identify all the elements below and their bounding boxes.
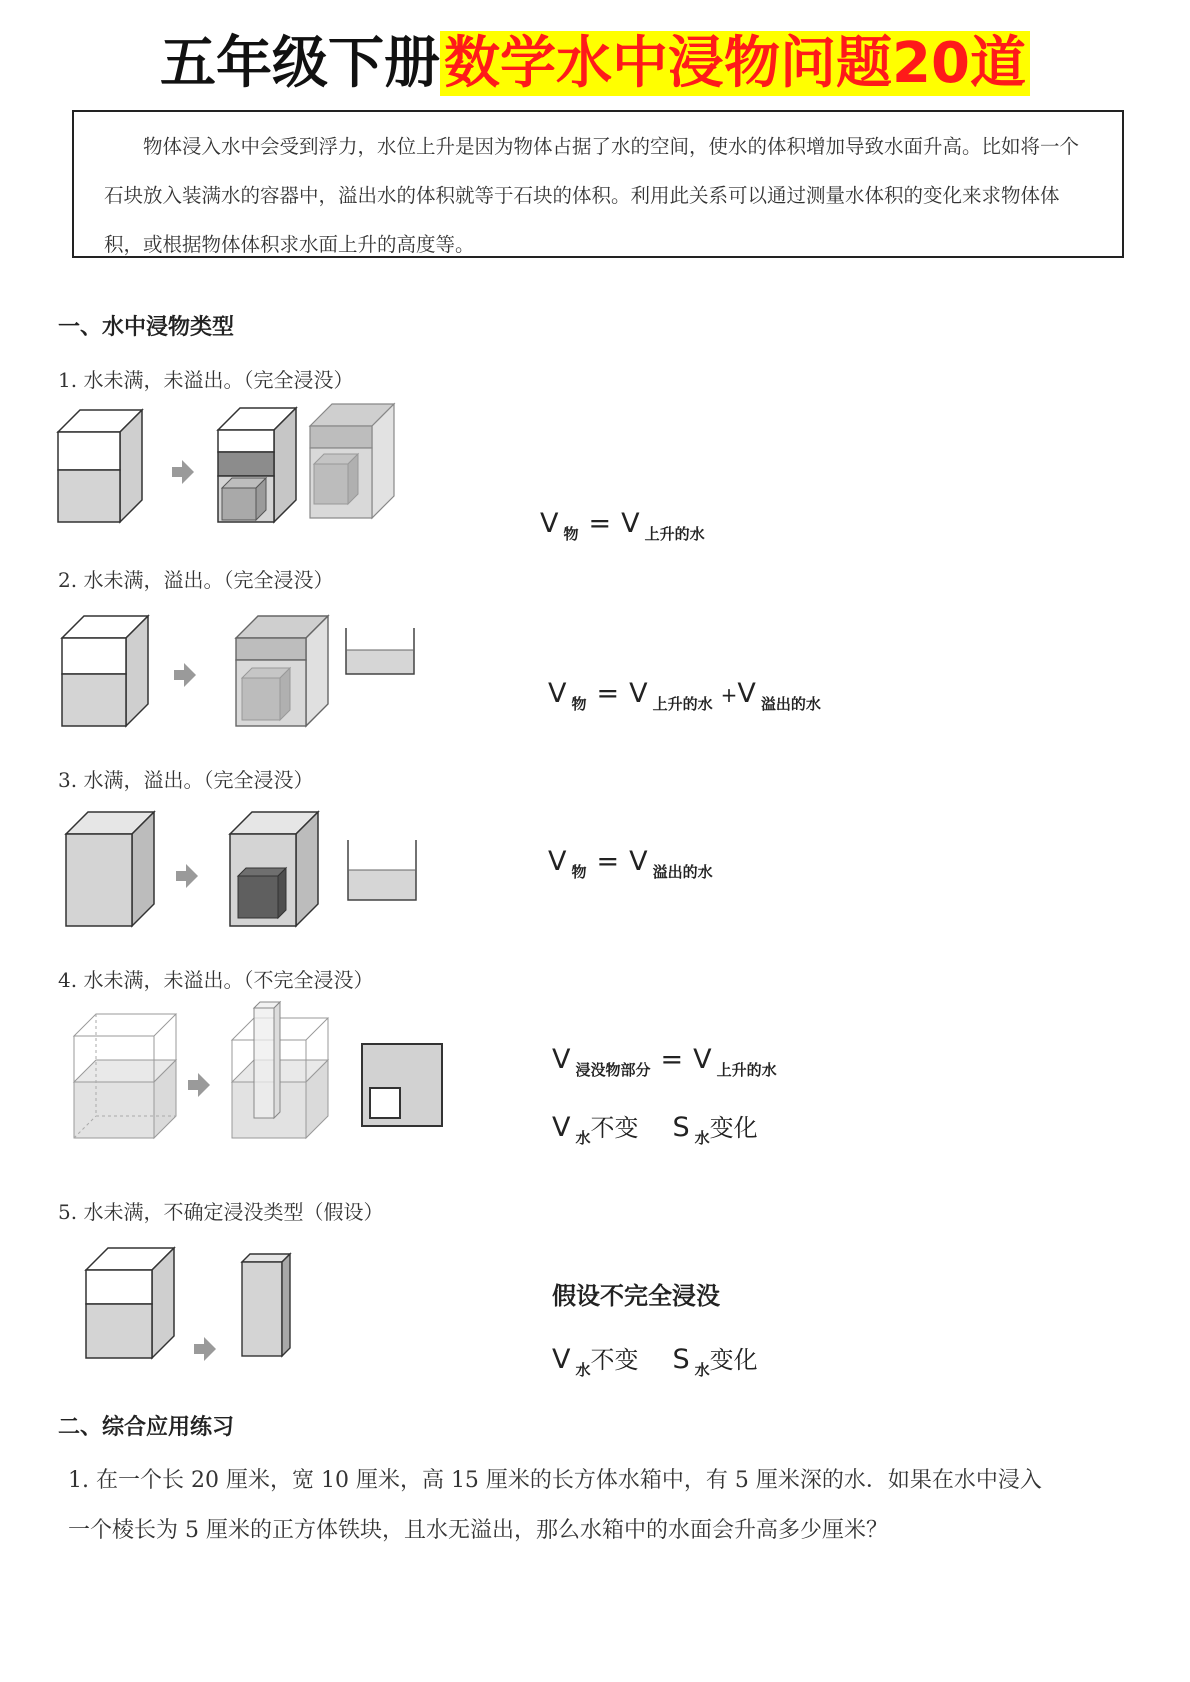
arrow-right-icon xyxy=(194,1337,216,1361)
title-topic-highlight: 数学水中浸物问题20道 xyxy=(440,31,1030,96)
symbol-s: S xyxy=(672,1344,690,1375)
container-half-water xyxy=(58,410,142,522)
symbol-v: V xyxy=(552,1112,571,1143)
overflow-beaker xyxy=(348,840,416,900)
subscript-object: 物 xyxy=(571,863,587,881)
formula-case-5 xyxy=(552,1340,758,1380)
arrow-right-icon xyxy=(188,1073,210,1097)
subscript-submerged-part: 浸没物部分 xyxy=(575,1061,651,1079)
subscript-water: 水 xyxy=(694,1129,710,1147)
section-heading-types: 一、水中浸物类型 xyxy=(58,315,235,340)
symbol-v: V xyxy=(621,508,640,539)
equals-sign: = xyxy=(660,1044,684,1075)
subscript-risen-water: 上升的水 xyxy=(644,525,705,543)
case-label-1: 1. 水未满，未溢出。（完全浸没） xyxy=(58,368,354,392)
formula-case-2 xyxy=(548,678,821,714)
text-unchanged: 不变 xyxy=(590,1114,639,1142)
intro-box xyxy=(72,110,1124,258)
case-3-figure xyxy=(62,806,432,936)
formula-case-1 xyxy=(540,508,705,544)
symbol-v: V xyxy=(693,1044,712,1075)
arrow-right-icon xyxy=(174,663,196,687)
overflow-beaker xyxy=(346,628,414,674)
formula-case-4 xyxy=(552,1044,777,1080)
subscript-object: 物 xyxy=(563,525,579,543)
case-5-figure xyxy=(82,1244,322,1374)
glass-container-water xyxy=(74,1014,176,1138)
text-changed: 变化 xyxy=(709,1346,758,1374)
arrow-right-icon xyxy=(176,864,198,888)
formula-case-4-line2 xyxy=(552,1108,758,1148)
symbol-v: V xyxy=(548,846,567,877)
container-transparent-view xyxy=(310,404,394,518)
container-full-water xyxy=(66,812,154,926)
subscript-overflow-water: 溢出的水 xyxy=(652,863,713,881)
intro-text: 物体浸入水中会受到浮力，水位上升是因为物体占据了水的空间，使水的体积增加导致水面升高。比如将一个石块放入装满水的容器中，溢出水的体积就等于石块的体积。利用此关系可以通过测量水体积的变化来求物体体积，或根据物体体积求水面上升的高度等。 xyxy=(104,135,1080,256)
formula-case-3 xyxy=(548,846,713,882)
title-grade: 五年级下册 xyxy=(160,31,441,96)
question-1-line-1: 1. 在一个长 20 厘米，宽 10 厘米，高 15 厘米的长方体水箱中，有 5 厘米深的水．如果在水中浸入 xyxy=(68,1468,1042,1493)
symbol-v: V xyxy=(629,678,648,709)
subscript-risen-water: 上升的水 xyxy=(716,1061,777,1079)
arrow-right-icon xyxy=(172,460,194,484)
symbol-v: V xyxy=(629,846,648,877)
equals-sign: = xyxy=(596,678,620,709)
case-4-figure xyxy=(70,998,480,1148)
plus-sign: + xyxy=(720,683,738,707)
equals-sign: = xyxy=(596,846,620,877)
subscript-water: 水 xyxy=(694,1361,710,1379)
tall-prism xyxy=(242,1254,290,1356)
case-label-3: 3. 水满，溢出。（完全浸没） xyxy=(58,768,314,792)
container-half-water xyxy=(62,616,148,726)
subscript-water: 水 xyxy=(575,1361,591,1379)
section-heading-practice: 二、综合应用练习 xyxy=(58,1415,235,1440)
case-5-note: 假设不完全浸没 xyxy=(552,1282,720,1310)
question-1 xyxy=(68,1456,1128,1556)
symbol-v: V xyxy=(548,678,567,709)
subscript-object: 物 xyxy=(571,695,587,713)
page-title xyxy=(0,28,1190,100)
symbol-v: V xyxy=(737,678,756,709)
case-label-2: 2. 水未满，溢出。（完全浸没） xyxy=(58,568,334,592)
glass-container-with-prism xyxy=(232,1002,328,1138)
container-half-water xyxy=(86,1248,174,1358)
case-1-figure xyxy=(52,400,422,535)
top-view-diagram xyxy=(362,1044,442,1126)
case-label-4: 4. 水未满，未溢出。（不完全浸没） xyxy=(58,968,374,992)
symbol-v: V xyxy=(552,1044,571,1075)
symbol-v: V xyxy=(540,508,559,539)
subscript-risen-water: 上升的水 xyxy=(652,695,713,713)
symbol-s: S xyxy=(672,1112,690,1143)
subscript-water: 水 xyxy=(575,1129,591,1147)
equals-sign: = xyxy=(588,508,612,539)
text-changed: 变化 xyxy=(709,1114,758,1142)
subscript-overflow-water: 溢出的水 xyxy=(760,695,821,713)
question-1-line-2: 一个棱长为 5 厘米的正方体铁块，且水无溢出，那么水箱中的水面会升高多少厘米？ xyxy=(68,1518,888,1543)
text-unchanged: 不变 xyxy=(590,1346,639,1374)
case-label-5: 5. 水未满，不确定浸没类型（假设） xyxy=(58,1200,384,1224)
container-cube-submerged xyxy=(218,408,296,522)
symbol-v: V xyxy=(552,1344,571,1375)
container-full-with-block xyxy=(230,812,318,926)
container-full-overflow xyxy=(236,616,328,726)
case-2-figure xyxy=(56,608,426,733)
